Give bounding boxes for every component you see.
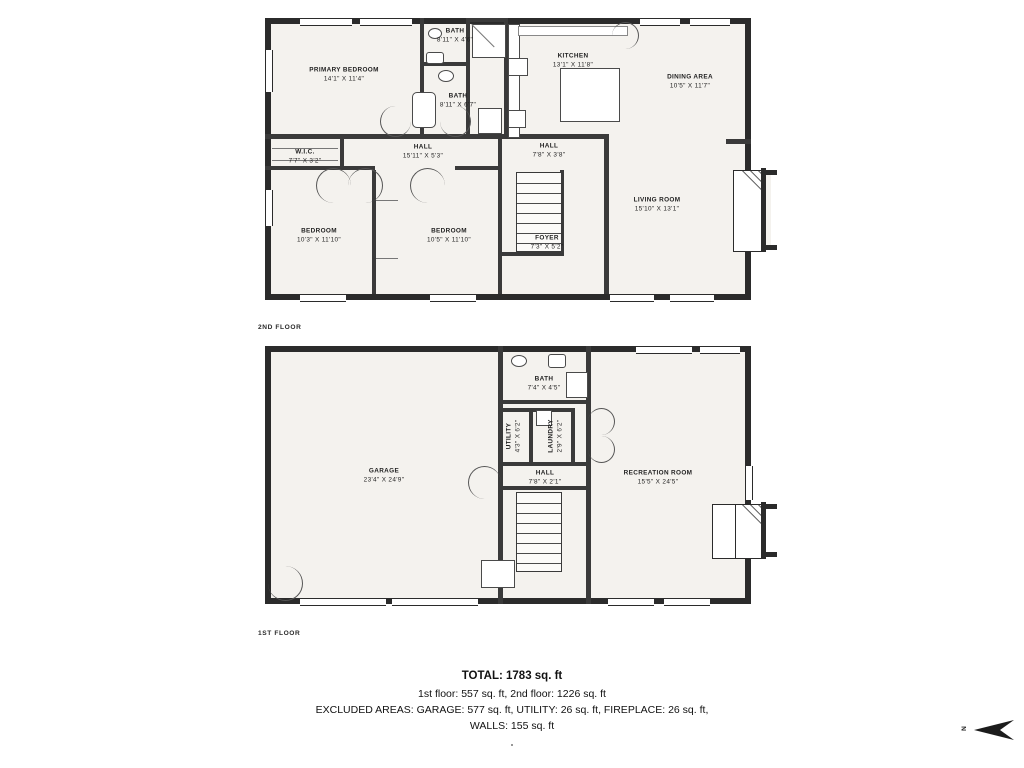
room-dims: 7'8" X 2'1" [528, 479, 562, 486]
door-swing [316, 168, 351, 203]
room-dims: 13'1" X 11'8" [552, 62, 594, 69]
door-swing [410, 168, 445, 203]
per-floor-area: 1st floor: 557 sq. ft, 2nd floor: 1226 sq. ft [418, 687, 606, 700]
room-dims: 7'4" X 4'5" [527, 385, 561, 392]
room-name: LIVING ROOM [633, 196, 681, 204]
fireplace-hatch [733, 504, 763, 559]
room-label [533, 142, 566, 161]
window [300, 294, 346, 302]
room-dims: 7'8" X 3'8" [532, 152, 566, 159]
room-label [505, 420, 524, 453]
closet [481, 560, 515, 588]
room-name: PRIMARY BEDROOM [309, 66, 379, 74]
interior-wall [503, 400, 587, 404]
staircase [516, 492, 562, 572]
bay-wall-outer [761, 502, 766, 559]
room-label [403, 143, 443, 162]
decorative-dot [511, 744, 513, 746]
door-swing [380, 106, 411, 137]
room-label [289, 148, 322, 167]
room-label [529, 469, 562, 488]
interior-wall [340, 139, 344, 166]
window [265, 190, 273, 226]
door-swing [468, 466, 501, 499]
exterior-wall-right-lower [745, 556, 751, 604]
room-name: BEDROOM [431, 227, 467, 235]
room-label [309, 66, 379, 85]
door-swing [588, 408, 615, 435]
room-name: HALL [535, 469, 555, 477]
total-area: TOTAL: 1783 sq. ft [461, 670, 563, 682]
room-label [297, 227, 341, 246]
sink-icon [511, 355, 527, 367]
garage-door [300, 598, 386, 606]
room-dims: 8'11" X 4'6" [436, 37, 474, 44]
room-label [437, 27, 473, 46]
room-name: UTILITY [505, 422, 513, 450]
exterior-wall-right-lower [745, 250, 751, 300]
sink-icon [508, 110, 526, 128]
window [636, 346, 692, 354]
room-dims: 8'11" X 6'7" [439, 102, 477, 109]
room-dims: 15'10" X 13'1" [634, 206, 680, 213]
closet-shelf [376, 258, 398, 259]
shower-icon [566, 372, 588, 398]
room-dims: 7'3" X 5'2" [530, 244, 564, 251]
garage-door [392, 598, 478, 606]
exterior-wall-right-upper [745, 18, 751, 170]
door-swing [268, 566, 303, 601]
room-dims: 10'5" X 11'10" [426, 237, 472, 244]
door-swing [440, 106, 471, 137]
floor-tag-second: 2ND FLOOR [258, 324, 302, 331]
exterior-wall-left [265, 346, 271, 604]
room-name: BATH [445, 27, 465, 35]
room-dims: 15'5" X 24'5" [637, 479, 679, 486]
closet-shelf [376, 200, 398, 201]
excluded-areas: EXCLUDED AREAS: GARAGE: 577 sq. ft, UTILITY: 26 sq. ft, FIREPLACE: 26 sq. ft, [315, 704, 709, 717]
door-swing [588, 436, 615, 463]
room-name: HALL [539, 142, 559, 150]
door-swing [348, 168, 383, 203]
room-name: BATH [534, 375, 554, 383]
room-dims: 14'1" X 11'4" [323, 76, 365, 83]
room-label [427, 227, 471, 246]
room-name: W.I.C. [295, 148, 315, 156]
room-label [547, 419, 566, 452]
room-dims: 4'3" X 6'2" [515, 419, 522, 453]
window [670, 294, 714, 302]
compass [962, 716, 1014, 744]
room-dims: 15'11" X 5'3" [402, 153, 444, 160]
kitchen-island [560, 68, 620, 122]
window [300, 18, 352, 26]
window [608, 598, 654, 606]
room-dims: 2'9" X 6'2" [557, 419, 564, 453]
room-label [553, 52, 593, 71]
window [664, 598, 710, 606]
room-name: HALL [413, 143, 433, 151]
room-name: BEDROOM [301, 227, 337, 235]
room-dims: 10'5" X 11'7" [669, 83, 711, 90]
room-dims: 10'3" X 11'10" [296, 237, 342, 244]
room-label [528, 375, 561, 394]
room-dims: 23'4" X 24'9" [363, 477, 405, 484]
cooktop-icon [508, 58, 528, 76]
interior-wall [529, 408, 533, 466]
window [745, 466, 753, 500]
hearth [712, 504, 736, 559]
interior-wall [571, 408, 575, 466]
fireplace-hatch [733, 170, 763, 252]
window [265, 50, 273, 92]
room-name: DINING AREA [667, 73, 713, 81]
toilet-icon [548, 354, 566, 368]
room-name: KITCHEN [557, 52, 589, 60]
interior-wall [604, 134, 609, 294]
room-label [531, 234, 564, 253]
refrigerator-icon [478, 108, 502, 134]
interior-wall [503, 462, 587, 466]
interior-wall [455, 166, 501, 170]
walls-area: WALLS: 155 sq. ft [469, 720, 555, 733]
interior-wall [498, 139, 502, 294]
bay-wall-outer [761, 168, 766, 252]
interior-wall [726, 139, 751, 144]
window [690, 18, 730, 26]
sink-icon [438, 70, 454, 82]
room-name: FOYER [535, 234, 559, 242]
window [430, 294, 476, 302]
window [610, 294, 654, 302]
window [700, 346, 740, 354]
interior-wall [470, 18, 508, 22]
bathtub-icon [412, 92, 436, 128]
toilet-icon [426, 52, 444, 64]
room-name: LAUNDRY [547, 419, 555, 453]
room-name: GARAGE [368, 467, 400, 475]
room-label [634, 196, 681, 215]
compass-north-label: N [960, 726, 968, 731]
room-name: RECREATION ROOM [623, 469, 693, 477]
window [360, 18, 412, 26]
room-dims: 7'7" X 3'2" [288, 158, 322, 165]
room-label [624, 469, 693, 488]
door-swing [612, 22, 639, 49]
floor-tag-first: 1ST FLOOR [258, 630, 301, 637]
room-name: BATH [448, 92, 468, 100]
room-label [667, 73, 713, 92]
north-arrow-icon [970, 718, 1014, 742]
interior-wall [502, 252, 564, 256]
window [640, 18, 680, 26]
area-summary [0, 668, 1024, 735]
room-label [364, 467, 405, 486]
room-label [440, 92, 476, 111]
interior-wall [503, 408, 529, 412]
